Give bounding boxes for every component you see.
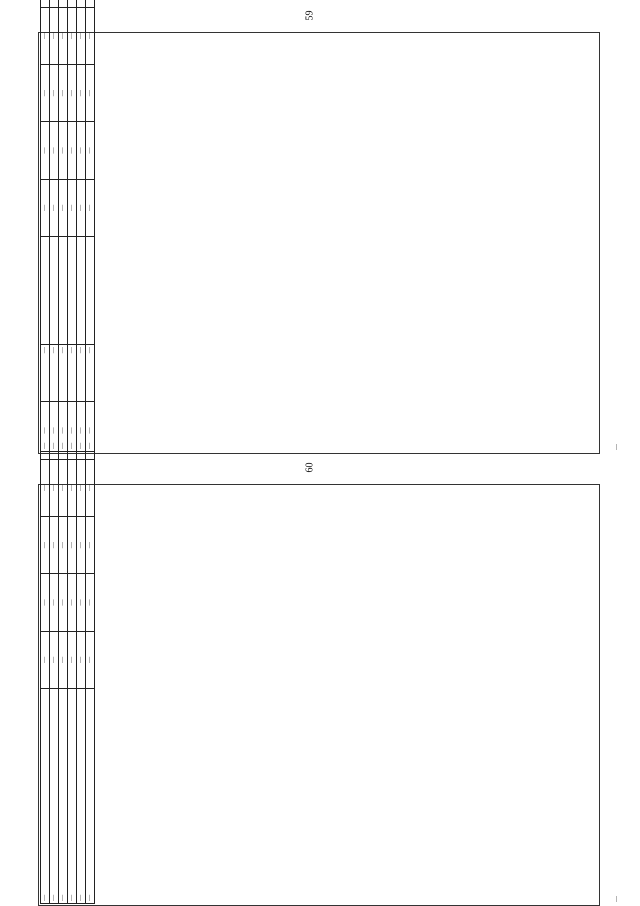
grbs-cell: —	[68, 179, 77, 236]
rz-cell: —	[59, 574, 68, 631]
grbs-cell: —	[59, 179, 68, 236]
pr-cell: —	[59, 517, 68, 574]
pr-cell: —	[41, 517, 50, 574]
table-row	[86, 345, 95, 904]
page-59	[0, 10, 640, 450]
grbs-cell: —	[77, 179, 86, 236]
row-name-cell: —	[50, 689, 59, 904]
vr-cell: —	[59, 402, 68, 459]
sum-cell: —	[50, 345, 59, 402]
page-60	[0, 347, 640, 902]
vr-cell: —	[50, 402, 59, 459]
grbs-cell: —	[86, 179, 95, 236]
rotated-table-wrap	[40, 32, 600, 452]
csr-cell: —	[41, 7, 50, 64]
vr-cell	[77, 0, 86, 7]
page-number: 60	[304, 462, 316, 473]
rz-cell: —	[77, 574, 86, 631]
table-row	[50, 345, 59, 904]
csr-cell: —	[68, 7, 77, 64]
pr-cell: —	[86, 517, 95, 574]
pr-cell: —	[50, 65, 59, 122]
csr-cell: —	[77, 459, 86, 516]
row-name-cell: —	[77, 689, 86, 904]
vr-cell	[86, 0, 95, 7]
sum-cell: —	[68, 345, 77, 402]
row-name-cell: —	[68, 237, 77, 452]
grbs-cell: —	[41, 631, 50, 688]
side-code: —	[614, 444, 620, 450]
grbs-cell: —	[86, 631, 95, 688]
rz-cell: —	[86, 574, 95, 631]
csr-cell: —	[50, 7, 59, 64]
pr-cell: —	[50, 517, 59, 574]
pr-cell: —	[41, 65, 50, 122]
side-code: —	[614, 896, 620, 902]
vr-cell	[68, 0, 77, 7]
pr-cell: —	[68, 517, 77, 574]
vr-cell: —	[68, 402, 77, 459]
rz-cell: —	[86, 122, 95, 179]
grbs-cell: —	[50, 631, 59, 688]
row-name-cell: —	[59, 689, 68, 904]
table-row	[77, 345, 86, 904]
row-name-cell: —	[50, 237, 59, 452]
csr-cell: —	[68, 459, 77, 516]
rz-cell: —	[68, 122, 77, 179]
table-row	[41, 345, 50, 904]
grbs-cell: —	[59, 631, 68, 688]
pr-cell: —	[77, 517, 86, 574]
row-name-cell: —	[41, 689, 50, 904]
sum-cell: —	[59, 345, 68, 402]
pr-cell: —	[86, 65, 95, 122]
pr-cell: —	[59, 65, 68, 122]
sum-cell: —	[41, 345, 50, 402]
row-name-cell: —	[41, 237, 50, 452]
rz-cell: —	[77, 122, 86, 179]
budget-table	[40, 344, 95, 904]
row-name-cell: —	[86, 689, 95, 904]
vr-cell	[41, 0, 50, 7]
grbs-cell: —	[41, 179, 50, 236]
rz-cell: —	[50, 122, 59, 179]
vr-cell: —	[41, 402, 50, 459]
csr-cell: —	[59, 7, 68, 64]
grbs-cell: —	[68, 631, 77, 688]
csr-cell: —	[86, 459, 95, 516]
vr-cell	[59, 0, 68, 7]
row-name-cell: —	[59, 237, 68, 452]
table-row	[59, 345, 68, 904]
grbs-cell: —	[50, 179, 59, 236]
csr-cell: —	[59, 459, 68, 516]
csr-cell: —	[41, 459, 50, 516]
csr-cell: —	[77, 7, 86, 64]
page-number: 59	[304, 10, 316, 21]
sum-cell: —	[86, 345, 95, 402]
grbs-cell: —	[77, 631, 86, 688]
pr-cell: —	[77, 65, 86, 122]
row-name-cell: —	[77, 237, 86, 452]
pr-cell: —	[68, 65, 77, 122]
vr-cell: —	[86, 402, 95, 459]
sum-cell: —	[77, 345, 86, 402]
rz-cell: —	[41, 574, 50, 631]
vr-cell: —	[77, 402, 86, 459]
rz-cell: —	[41, 122, 50, 179]
csr-cell: —	[86, 7, 95, 64]
table-row	[68, 345, 77, 904]
rz-cell: —	[50, 574, 59, 631]
row-name-cell: —	[68, 689, 77, 904]
vr-cell	[50, 0, 59, 7]
csr-cell: —	[50, 459, 59, 516]
row-name-cell: —	[86, 237, 95, 452]
rz-cell: —	[59, 122, 68, 179]
rz-cell: —	[68, 574, 77, 631]
